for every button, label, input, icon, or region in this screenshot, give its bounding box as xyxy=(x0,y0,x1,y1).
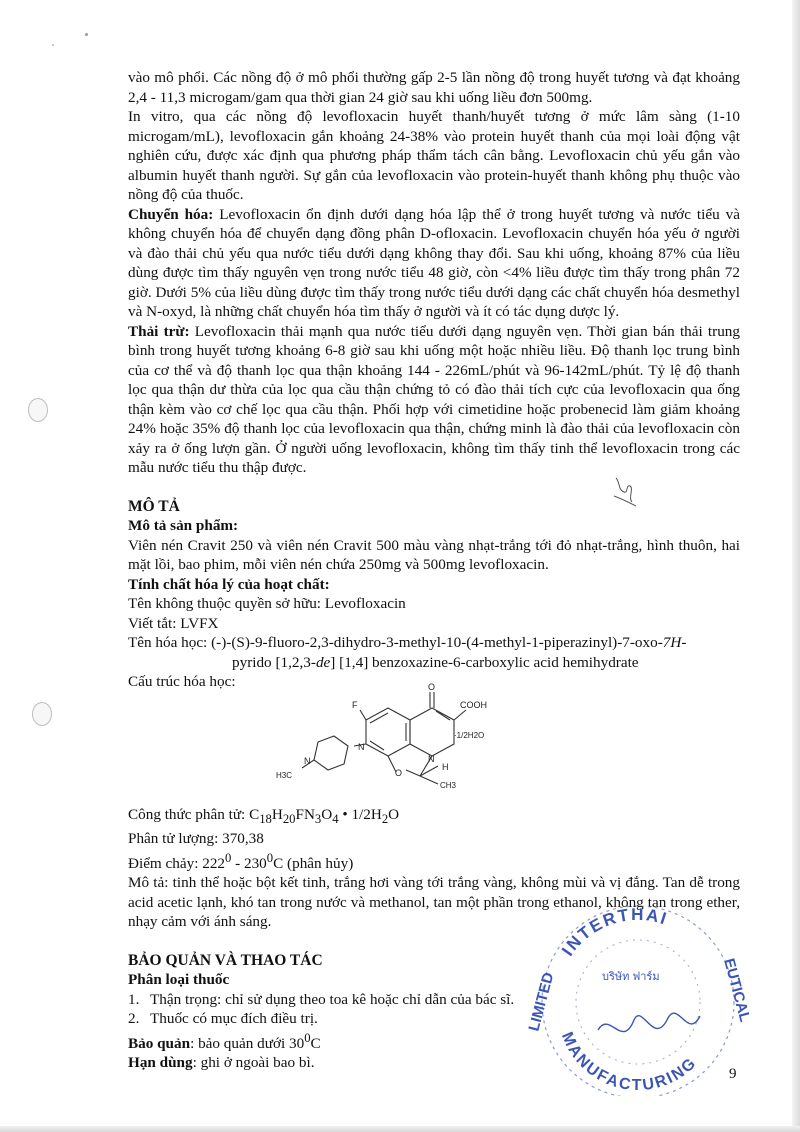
subheading-classification: Phân loại thuốc xyxy=(128,971,230,989)
formula-h: H xyxy=(271,805,283,823)
handwritten-initials xyxy=(610,472,640,510)
list-number: 2. xyxy=(128,1010,140,1028)
chemical-name-label: Tên hóa học: xyxy=(128,634,212,651)
atom-label: H3C xyxy=(276,771,293,780)
chemical-name-italic-de: de xyxy=(315,653,331,671)
appearance-description: Mô tả: tinh thể hoặc bột kết tinh, trắng hơi vàng tới trắng vàng, không mùi và vị đắng. Tan dễ trong acid acetic lạnh, khó tan trong nước và methanol, tan một phần trong ethanol, không tan trong ether, nhạy cảm với ánh sáng. xyxy=(128,874,740,931)
punch-hole xyxy=(28,398,48,422)
metabolism-text: Levofloxacin ổn định dưới dạng hóa lập thể ở trong huyết tương và nước tiểu và không chuyển hóa để chuyển dạng đồng phân D-ofloxacin. Levofloxacin chuyển hóa yếu ở người và đào thải chủ yếu qua nước tiểu dưới dạng không thay đổi. Sau khi uống, khoảng 87% của liều dùng được tìm thấy nguyên vẹn trong nước tiểu 48 giờ, còn <4% liều được tìm thấy trong phân 72 giờ. Dưới 5% của liều dùng được tìm thấy trong nước tiểu dưới dạng các chất chuyển hóa desmethyl và N-oxyd, là những chất chuyển hóa tìm thấy ở người và ít có tác dụng dược lý. xyxy=(128,205,740,320)
formula-c: C xyxy=(249,805,260,823)
melting-point-label: Điểm chảy: 222 xyxy=(128,854,226,872)
inn-line: Tên không thuộc quyền sở hữu: Levofloxacin xyxy=(128,595,406,612)
scan-edge xyxy=(792,0,800,1132)
svg-text:INTERTHAI xyxy=(558,905,670,959)
atom-label: N xyxy=(304,756,311,766)
punch-hole xyxy=(32,702,52,726)
company-stamp xyxy=(518,880,754,1096)
atom-label: O xyxy=(428,682,436,692)
stamp-text-left: LIMITED xyxy=(525,970,558,1034)
atom-label: COOH xyxy=(460,700,487,710)
list-number: 1. xyxy=(128,990,140,1008)
paragraph-protein-binding: In vitro, qua các nồng độ levofloxacin huyết thanh/huyết tương ở mức lâm sàng (1-10 microgam/mL), levofloxacin gắn khoảng 24-38% vào protein huyết thanh của mọi loài động vật nghiên cứu, được xác định qua phương pháp thẩm tách cân bằng. Levofloxacin chủ yếu gắn vào albumin huyết thanh người. Sự gắn của levofloxacin vào protein-huyết thanh không phụ thuộc vào nồng độ của thuốc. xyxy=(128,108,740,203)
signature-scribble xyxy=(598,1013,700,1031)
section-heading-description: MÔ TẢ xyxy=(128,497,180,515)
storage-text: : bảo quản dưới 30 xyxy=(190,1034,305,1052)
chemical-name-dash: - xyxy=(681,634,687,651)
list-text: Thận trọng: chỉ sử dụng theo toa kê hoặc chỉ dẫn của bác sĩ. xyxy=(150,990,515,1008)
paragraph-elimination xyxy=(128,322,740,478)
scan-speck xyxy=(52,44,54,46)
section-heading-storage: BẢO QUẢN VÀ THAO TÁC xyxy=(128,951,323,969)
chemical-name-part2a: pyrido [1,2,3- xyxy=(232,653,316,671)
svg-text:MANUFACTURING xyxy=(558,1030,701,1094)
storage-sup: 0 xyxy=(304,1030,311,1045)
chemical-name-part1: (-)-(S)-9-fluoro-2,3-dihydro-3-methyl-10-(4-methyl-1-piperazinyl)-7-oxo- xyxy=(211,634,663,651)
melting-point-sup: 0 xyxy=(266,850,274,865)
storage-label: Bảo quản xyxy=(128,1034,191,1052)
formula-o: O xyxy=(321,805,333,823)
molecular-formula xyxy=(128,805,740,830)
list-text: Thuốc có mục đích điều trị. xyxy=(150,1010,318,1028)
chemical-name-line-2 xyxy=(128,653,740,673)
formula-hydrate-o: O xyxy=(388,805,400,823)
storage-end: C xyxy=(310,1034,321,1052)
expiry-text: : ghi ở ngoài bao bì. xyxy=(192,1054,315,1072)
formula-label: Công thức phân tử: xyxy=(128,805,250,823)
chemical-structure-diagram xyxy=(276,680,516,792)
elimination-text: Levofloxacin thải mạnh qua nước tiểu dưới dạng nguyên vẹn. Thời gian bán thải trung bình trong huyết tương khoảng 6-8 giờ sau khi uống một hoặc nhiều liều. Độ thanh lọc trung bình của cơ thể và độ thanh lọc qua thận khoảng 144 - 226mL/phút và 96-142mL/phút. Tỷ lệ độ thanh lọc qua thận dư thừa của lọc qua cầu thận chứng tỏ có đào thải tích cực của levofloxacin qua ống thận kèm vào cơ chế lọc qua cầu thận. Phối hợp với cimetidine hoặc probenecid làm giảm khoảng 24% hoặc 35% độ thanh lọc của levofloxacin qua thận, chứng minh là đào thải của levofloxacin còn xảy ra ở ống lượn gần. Ở người uống levofloxacin, không tìm thấy tinh thể levofloxacin trong các mẫu nước tiểu thu thập được. xyxy=(128,322,740,476)
melting-point-end: C (phân hủy) xyxy=(273,854,354,872)
metabolism-label: Chuyển hóa: xyxy=(128,205,214,223)
formula-fn: FN xyxy=(295,805,315,823)
formula-sub-18: 18 xyxy=(259,811,272,826)
scan-bottom-edge xyxy=(0,1126,800,1132)
atom-label: N xyxy=(428,754,435,764)
subheading-product-description: Mô tả sản phẩm: xyxy=(128,517,239,534)
atom-label: N xyxy=(358,742,365,752)
atom-label: H xyxy=(442,762,449,772)
paragraph-metabolism xyxy=(128,205,740,322)
elimination-label: Thải trừ: xyxy=(128,322,190,340)
stamp-text-top: INTERTHAI xyxy=(558,904,671,960)
stamp-text-bottom: MANUFACTURING xyxy=(557,1029,701,1095)
chemical-name-line xyxy=(128,633,740,653)
formula-sub-20: 20 xyxy=(282,811,296,826)
product-description-text: Viên nén Cravit 250 và viên nén Cravit 500 màu vàng nhạt-trắng tới đỏ nhạt-trắng, hình thuôn, hai mặt lồi, bao phim, mỗi viên nén chứa 250mg và 500mg levofloxacin. xyxy=(128,536,740,573)
expiry-label: Hạn dùng xyxy=(128,1054,193,1072)
formula-sub-3: 3 xyxy=(314,811,322,826)
paragraph-lung-tissue: vào mô phổi. Các nồng độ ở mô phổi thường gấp 2-5 lần nồng độ trong huyết tương và đạt khoảng 2,4 - 11,3 microgam/gam qua thời gian 24 giờ sau khi uống liều đơn 500mg. xyxy=(128,69,740,106)
stamp-text-inner: บริษัท ฟาร์ม xyxy=(602,971,660,983)
melting-point xyxy=(128,849,740,874)
scan-speck xyxy=(85,33,88,36)
atom-label: O xyxy=(395,768,403,778)
atom-label: ·1/2H2O xyxy=(454,731,485,740)
atom-label: F xyxy=(352,700,358,710)
molecular-weight: Phân tử lượng: 370,38 xyxy=(128,830,264,848)
chemical-name-italic-7h: 7H xyxy=(662,634,682,651)
formula-sub-4: 4 xyxy=(332,811,339,826)
subheading-physicochemical: Tính chất hóa lý của hoạt chất: xyxy=(128,575,330,593)
structure-label: Cấu trúc hóa học: xyxy=(128,673,236,690)
melting-point-sup: 0 xyxy=(225,850,232,865)
formula-hydrate: • 1/2H xyxy=(338,805,382,823)
abbreviation-line: Viết tắt: LVFX xyxy=(128,614,219,632)
melting-point-mid: - 230 xyxy=(231,854,267,872)
atom-label: CH3 xyxy=(440,781,457,790)
page-number: 9 xyxy=(729,1066,737,1082)
chemical-name-part2b: ] [1,4] benzoxazine-6-carboxylic acid hemihydrate xyxy=(330,653,639,671)
formula-sub-2: 2 xyxy=(381,811,389,826)
stamp-text-right: EUTICAL xyxy=(720,956,754,1024)
